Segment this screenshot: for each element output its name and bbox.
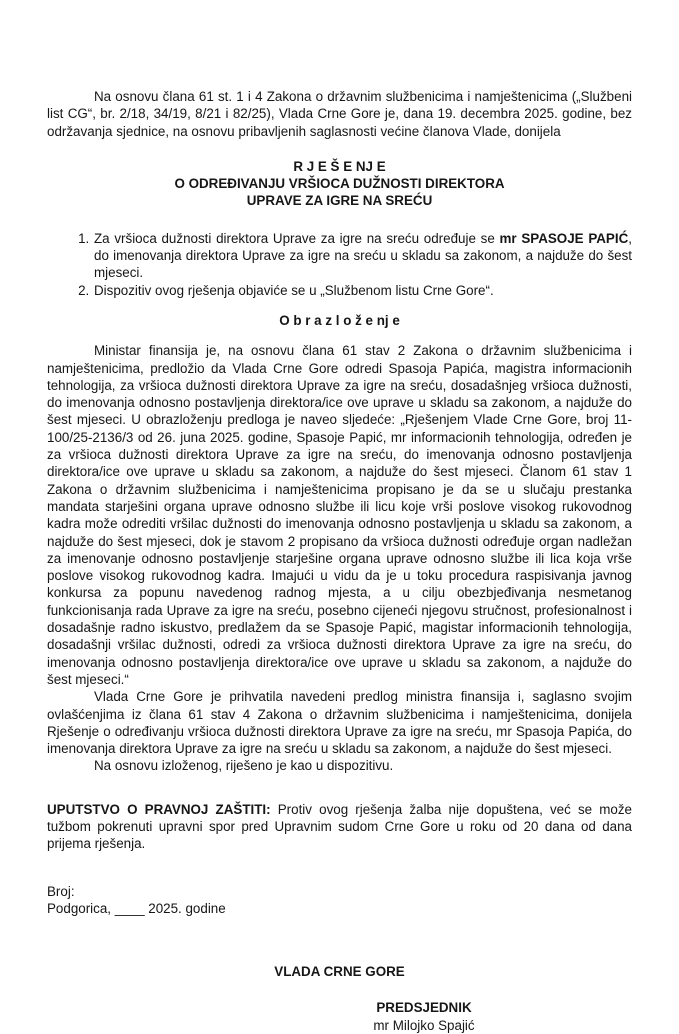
document-title	[47, 158, 632, 210]
number-line: Broj:	[47, 883, 75, 899]
body-paragraph-2: Vlada Crne Gore je prihvatila navedeni predlog ministra finansija i, saglasno svojim ovlašćenjima iz člana 61 stav 4 Zakona o državnim službenicima i namještenicima, donijela Rješenje o određivanju vršioca dužnosti direktora Uprave za igre na sreću, mr Spasoja Papića, do imenovanja direktora Uprave za igre na sreću u skladu sa zakonom, a najduže do šest mjeseci.	[47, 689, 632, 757]
section-heading-obrazlozenje: O b r a z l o ž e nj e	[279, 312, 400, 328]
intro-paragraph: Na osnovu člana 61 st. 1 i 4 Zakona o državnim službenicima i namještenicima („Službeni list CG“, br. 2/18, 34/19, 8/21 i 82/25), Vlada Crne Gore je, dana 19. decembra 2025. godine, bez održavanja sjednice, na osnovu pribavljenih saglasnosti većine članova Vlade, donijela	[47, 89, 632, 139]
item2-text: Dispozitiv ovog rješenja objaviće se u „Službenom listu Crne Gore“.	[94, 282, 494, 298]
title-line-2: O ODREĐIVANJU VRŠIOCA DUŽNOSTI DIREKTORA	[174, 176, 505, 192]
place-date-line: Podgorica, ____ 2025. godine	[47, 900, 226, 916]
signature-name: mr Milojko Spajić	[373, 1017, 475, 1033]
legal-notice	[47, 801, 632, 853]
signature-title: PREDSJEDNIK	[376, 1000, 472, 1016]
decision-item-1	[93, 230, 632, 282]
decision-list	[47, 230, 632, 299]
reference-block	[47, 883, 632, 918]
item1-appointee-name: mr SPASOJE PAPIĆ	[499, 230, 629, 246]
signature-block	[334, 999, 514, 1034]
decision-item-2	[93, 282, 632, 299]
legal-notice-text: Protiv ovog rješenja žalba nije dopuštena, već se može tužbom pokrenuti upravni spor pred Upravnim sudom Crne Gore u roku od 20 dana od dana prijema rješenja.	[47, 801, 632, 852]
item1-text-before: Za vršioca dužnosti direktora Uprave za igre na sreću određuje se	[94, 230, 500, 246]
title-line-1: R J E Š E NJ E	[293, 158, 386, 174]
title-line-3: UPRAVE ZA IGRE NA SREĆU	[246, 193, 433, 209]
legal-notice-heading: UPUTSTVO O PRAVNOJ ZAŠTITI:	[47, 801, 271, 817]
government-name: VLADA CRNE GORE	[274, 964, 405, 980]
body-paragraph-3: Na osnovu izloženog, riješeno je kao u dispozitivu.	[94, 758, 394, 774]
body-paragraph-1: Ministar finansija je, na osnovu člana 61 stav 2 Zakona o državnim službenicima i namještenicima, predložio da Vlada Crne Gore odredi Spasoja Papića, magistra informacionih tehnologija, za vršioca dužnosti direktora Uprave za igre na sreću, dosadašnjeg vršioca dužnosti, do imenovanja odnosno postavljenja direktora/ice ove uprave u skladu sa zakonom, a najduže do šest mjeseci. U obrazloženju predloga je naveo sljedeće: „Rješenjem Vlade Crne Gore, broj 11-100/25-2136/3 od 26. juna 2025. godine, Spasoje Papić, mr informacionih tehnologija, određen je za vršioca dužnosti direktora Uprave za igre na sreću, do imenovanja odnosno postavljenja direktora/ice ove uprave u skladu sa zakonom, a najduže do šest mjeseci. Članom 61 stav 1 Zakona o državnim službenicima i namještenicima propisano je da se u slučaju prestanka mandata starješini organa uprave odnosno službe ili licu koje vrši poslove visokog rukovodnog kadra može odrediti vršilac dužnosti do imenovanja odnosno postavljenja u skladu sa zakonom, a najduže do šest mjeseci, dok je stavom 2 propisano da vršioca dužnosti određuje organ nadležan za imenovanje odnosno postavljenje starješine organa uprave odnosno službe ili lica koja vrše poslove visokog rukovodnog kadra. Imajući u vidu da je u toku procedura raspisivanja javnog konkursa za popunu navedenog radnog mjesta, a u cilju obezbjeđivanja nesmetanog funkcionisanja rada Uprave za igre na sreću, posebno cijeneći njegovu stručnost, profesionalnost i dosadašnje radno iskustvo, predlažem da se Spasoje Papić, magistar informacionih tehnologija, dosadašnji vršilac dužnosti, odredi za vršioca dužnosti direktora Uprave za igre na sreću, do imenovanja odnosno postavljenja direktora/ice ove uprave u skladu sa zakonom, a najduže do šest mjeseci.“	[47, 343, 632, 687]
item1-text-after: , do imenovanja direktora Uprave za igre na sreću u skladu sa zakonom, a najduže do šest mjeseci.	[94, 230, 632, 281]
